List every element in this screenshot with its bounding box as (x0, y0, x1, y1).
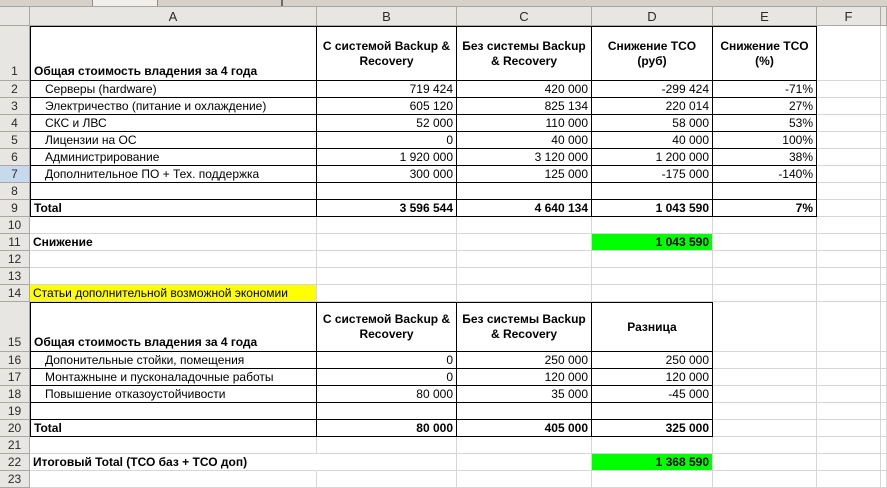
cell-b2[interactable]: 719 424 (317, 81, 457, 98)
cell-d7[interactable]: -175 000 (592, 166, 713, 183)
row-header-5[interactable]: 5 (0, 132, 30, 149)
cell-a2[interactable]: Серверы (hardware) (30, 81, 317, 98)
cell-b3[interactable]: 605 120 (317, 98, 457, 115)
cell-b4[interactable]: 52 000 (317, 115, 457, 132)
cell-c15-header-without-backup[interactable]: Без системы Backup & Recovery (457, 302, 592, 352)
col-header-a[interactable]: A (30, 7, 317, 26)
cell-c6[interactable]: 3 120 000 (457, 149, 592, 166)
cell-b12[interactable] (317, 251, 457, 268)
cell-e6[interactable]: 38% (713, 149, 817, 166)
cell-g10[interactable] (881, 217, 887, 234)
row-header-10[interactable]: 10 (0, 217, 30, 234)
cell-e20[interactable] (713, 420, 817, 437)
cell-f14[interactable] (817, 285, 881, 302)
cell-e9-total[interactable]: 7% (713, 200, 817, 217)
cell-b1-header-with-backup[interactable]: С системой Backup & Recovery (317, 26, 457, 81)
cell-d21[interactable] (592, 437, 713, 454)
cell-e2[interactable]: -71% (713, 81, 817, 98)
cell-c14[interactable] (457, 285, 592, 302)
row-header-23[interactable]: 23 (0, 471, 30, 488)
cell-g23[interactable] (881, 471, 887, 488)
col-header-g-sliver[interactable] (881, 7, 887, 26)
row-header-18[interactable]: 18 (0, 386, 30, 403)
cell-a1-table1-title[interactable]: Общая стоимость владения за 4 года (30, 26, 317, 81)
cell-b13[interactable] (317, 268, 457, 285)
cell-d8[interactable] (592, 183, 713, 200)
cell-f9[interactable] (817, 200, 881, 217)
cell-a7[interactable]: Дополнительное ПО + Тех. поддержка (30, 166, 317, 183)
cell-e23[interactable] (713, 471, 817, 488)
cell-a22-final-total-label[interactable]: Итоговый Total (ТСО баз + ТСО доп) (30, 454, 317, 471)
cell-e16[interactable] (713, 352, 817, 369)
cell-b11[interactable] (317, 234, 457, 251)
formula-bar-divider (281, 0, 283, 6)
cell-e21[interactable] (713, 437, 817, 454)
cell-f4[interactable] (817, 115, 881, 132)
cell-e7[interactable]: -140% (713, 166, 817, 183)
cell-c9-total[interactable]: 4 640 134 (457, 200, 592, 217)
cell-c10[interactable] (457, 217, 592, 234)
cell-d11-reduction-value-highlight[interactable]: 1 043 590 (592, 234, 713, 251)
cell-c7[interactable]: 125 000 (457, 166, 592, 183)
cell-c21[interactable] (457, 437, 592, 454)
cell-d10[interactable] (592, 217, 713, 234)
cell-a9-total-label[interactable]: Total (30, 200, 317, 217)
cell-b5[interactable]: 0 (317, 132, 457, 149)
cell-c20-total[interactable]: 405 000 (457, 420, 592, 437)
cell-b6[interactable]: 1 920 000 (317, 149, 457, 166)
cell-a19[interactable] (30, 403, 317, 420)
cell-e5[interactable]: 100% (713, 132, 817, 149)
cell-f1[interactable] (817, 26, 881, 81)
spreadsheet-grid (0, 7, 887, 488)
row-header-21[interactable]: 21 (0, 437, 30, 454)
cell-d3[interactable]: 220 014 (592, 98, 713, 115)
cell-e22[interactable] (713, 454, 817, 471)
name-box-edge (92, 0, 158, 6)
col-header-e[interactable]: E (713, 7, 817, 26)
row-header-4[interactable]: 4 (0, 115, 30, 132)
cell-g22[interactable] (881, 454, 887, 471)
cell-a13[interactable] (30, 268, 317, 285)
cell-b22[interactable] (317, 454, 457, 471)
cell-g6[interactable] (881, 149, 887, 166)
cell-g20[interactable] (881, 420, 887, 437)
cell-d2[interactable]: -299 424 (592, 81, 713, 98)
row-header-3[interactable]: 3 (0, 98, 30, 115)
cell-a20-total-label[interactable]: Total (30, 420, 317, 437)
cell-b23[interactable] (317, 471, 457, 488)
cell-d22-final-total-value-highlight[interactable]: 1 368 590 (592, 454, 713, 471)
cell-f3[interactable] (817, 98, 881, 115)
cell-e10[interactable] (713, 217, 817, 234)
cell-b15-header-with-backup[interactable]: С системой Backup & Recovery (317, 302, 457, 352)
cell-d5[interactable]: 40 000 (592, 132, 713, 149)
cell-f7[interactable] (817, 166, 881, 183)
row-header-20[interactable]: 20 (0, 420, 30, 437)
cell-e11[interactable] (713, 234, 817, 251)
cell-c16[interactable]: 250 000 (457, 352, 592, 369)
cell-g19[interactable] (881, 403, 887, 420)
cell-d16[interactable]: 250 000 (592, 352, 713, 369)
cell-d15-header-difference[interactable]: Разница (592, 302, 713, 352)
col-header-b[interactable]: B (317, 7, 457, 26)
row-header-15[interactable]: 15 (0, 302, 30, 352)
cell-b10[interactable] (317, 217, 457, 234)
cell-f8[interactable] (817, 183, 881, 200)
cell-a21[interactable] (30, 437, 317, 454)
cell-f19[interactable] (817, 403, 881, 420)
cell-e1-header-tco-pct[interactable]: Снижение TCO (%) (713, 26, 817, 81)
cell-f16[interactable] (817, 352, 881, 369)
cell-f22[interactable] (817, 454, 881, 471)
cell-d9-total[interactable]: 1 043 590 (592, 200, 713, 217)
cell-e13[interactable] (713, 268, 817, 285)
cell-c13[interactable] (457, 268, 592, 285)
cell-f20[interactable] (817, 420, 881, 437)
cell-d1-header-tco-rub[interactable]: Снижение TCO (руб) (592, 26, 713, 81)
cell-g14[interactable] (881, 285, 887, 302)
cell-e19[interactable] (713, 403, 817, 420)
row-header-19[interactable]: 19 (0, 403, 30, 420)
cell-a14-section2-title-highlight[interactable]: Статьи дополнительной возможной экономии (30, 285, 317, 302)
cell-g1[interactable] (881, 26, 887, 81)
cell-a10[interactable] (30, 217, 317, 234)
row-header-1[interactable]: 1 (0, 26, 30, 81)
cell-g7[interactable] (881, 166, 887, 183)
row-header-2[interactable]: 2 (0, 81, 30, 98)
cell-d14[interactable] (592, 285, 713, 302)
cell-g13[interactable] (881, 268, 887, 285)
cell-c19[interactable] (457, 403, 592, 420)
cell-g8[interactable] (881, 183, 887, 200)
cell-d17[interactable]: 120 000 (592, 369, 713, 386)
cell-d20-total[interactable]: 325 000 (592, 420, 713, 437)
cell-b20-total[interactable]: 80 000 (317, 420, 457, 437)
row-header-22[interactable]: 22 (0, 454, 30, 471)
cell-d18[interactable]: -45 000 (592, 386, 713, 403)
col-header-c[interactable]: C (457, 7, 592, 26)
cell-f18[interactable] (817, 386, 881, 403)
row-header-11[interactable]: 11 (0, 234, 30, 251)
row-header-12[interactable]: 12 (0, 251, 30, 268)
col-header-d[interactable]: D (592, 7, 713, 26)
cell-a12[interactable] (30, 251, 317, 268)
row-header-8[interactable]: 8 (0, 183, 30, 200)
row-header-7-selected[interactable]: 7 (0, 166, 30, 183)
cell-f21[interactable] (817, 437, 881, 454)
cell-b14[interactable] (317, 285, 457, 302)
cell-e15[interactable] (713, 302, 817, 352)
cell-b8[interactable] (317, 183, 457, 200)
cell-g9[interactable] (881, 200, 887, 217)
cell-a15-table2-title[interactable]: Общая стоимость владения за 4 года (30, 302, 317, 352)
row-header-6[interactable]: 6 (0, 149, 30, 166)
cell-c18[interactable]: 35 000 (457, 386, 592, 403)
cell-c8[interactable] (457, 183, 592, 200)
cell-b19[interactable] (317, 403, 457, 420)
cell-g17[interactable] (881, 369, 887, 386)
cell-e14[interactable] (713, 285, 817, 302)
cell-f11[interactable] (817, 234, 881, 251)
cell-f23[interactable] (817, 471, 881, 488)
select-all-corner[interactable] (0, 7, 30, 26)
cell-g16[interactable] (881, 352, 887, 369)
row-header-9[interactable]: 9 (0, 200, 30, 217)
cell-a18[interactable]: Повышение отказоустойчивости (30, 386, 317, 403)
cell-c4[interactable]: 110 000 (457, 115, 592, 132)
cell-e12[interactable] (713, 251, 817, 268)
cell-d12[interactable] (592, 251, 713, 268)
cell-f12[interactable] (817, 251, 881, 268)
row-header-13[interactable]: 13 (0, 268, 30, 285)
cell-c12[interactable] (457, 251, 592, 268)
cell-f17[interactable] (817, 369, 881, 386)
cell-d4[interactable]: 58 000 (592, 115, 713, 132)
cell-e17[interactable] (713, 369, 817, 386)
cell-c3[interactable]: 825 134 (457, 98, 592, 115)
cell-c22[interactable] (457, 454, 592, 471)
cell-c1-header-without-backup[interactable]: Без системы Backup & Recovery (457, 26, 592, 81)
cell-a8[interactable] (30, 183, 317, 200)
row-header-17[interactable]: 17 (0, 369, 30, 386)
cell-a23[interactable] (30, 471, 317, 488)
cell-g18[interactable] (881, 386, 887, 403)
cell-b7[interactable]: 300 000 (317, 166, 457, 183)
cell-a11-reduction-label[interactable]: Снижение (30, 234, 317, 251)
cell-a6[interactable]: Администрирование (30, 149, 317, 166)
cell-d19[interactable] (592, 403, 713, 420)
cell-f10[interactable] (817, 217, 881, 234)
cell-d13[interactable] (592, 268, 713, 285)
cell-g4[interactable] (881, 115, 887, 132)
cell-b16[interactable]: 0 (317, 352, 457, 369)
row-header-14[interactable]: 14 (0, 285, 30, 302)
cell-a5[interactable]: Лицензии на ОС (30, 132, 317, 149)
cell-a4[interactable]: СКС и ЛВС (30, 115, 317, 132)
col-header-f[interactable]: F (817, 7, 881, 26)
cell-a3[interactable]: Электричество (питание и охлаждение) (30, 98, 317, 115)
cell-e8[interactable] (713, 183, 817, 200)
cell-b17[interactable]: 0 (317, 369, 457, 386)
cell-e3[interactable]: 27% (713, 98, 817, 115)
cell-b9-total[interactable]: 3 596 544 (317, 200, 457, 217)
cell-c11[interactable] (457, 234, 592, 251)
cell-c17[interactable]: 120 000 (457, 369, 592, 386)
cell-g12[interactable] (881, 251, 887, 268)
cell-c2[interactable]: 420 000 (457, 81, 592, 98)
cell-d6[interactable]: 1 200 000 (592, 149, 713, 166)
cell-g21[interactable] (881, 437, 887, 454)
cell-g15[interactable] (881, 302, 887, 352)
cell-f13[interactable] (817, 268, 881, 285)
cell-f5[interactable] (817, 132, 881, 149)
cell-f6[interactable] (817, 149, 881, 166)
cell-f15[interactable] (817, 302, 881, 352)
cell-g3[interactable] (881, 98, 887, 115)
cell-a16[interactable]: Допонительные стойки, помещения (30, 352, 317, 369)
cell-f2[interactable] (817, 81, 881, 98)
cell-e4[interactable]: 53% (713, 115, 817, 132)
cell-g2[interactable] (881, 81, 887, 98)
cell-c23[interactable] (457, 471, 592, 488)
formula-bar-edge (0, 0, 887, 7)
row-header-16[interactable]: 16 (0, 352, 30, 369)
cell-d23[interactable] (592, 471, 713, 488)
cell-a17[interactable]: Монтажныне и пусконаладочные работы (30, 369, 317, 386)
cell-e18[interactable] (713, 386, 817, 403)
cell-c5[interactable]: 40 000 (457, 132, 592, 149)
cell-b21[interactable] (317, 437, 457, 454)
cell-g5[interactable] (881, 132, 887, 149)
cell-b18[interactable]: 80 000 (317, 386, 457, 403)
cell-g11[interactable] (881, 234, 887, 251)
